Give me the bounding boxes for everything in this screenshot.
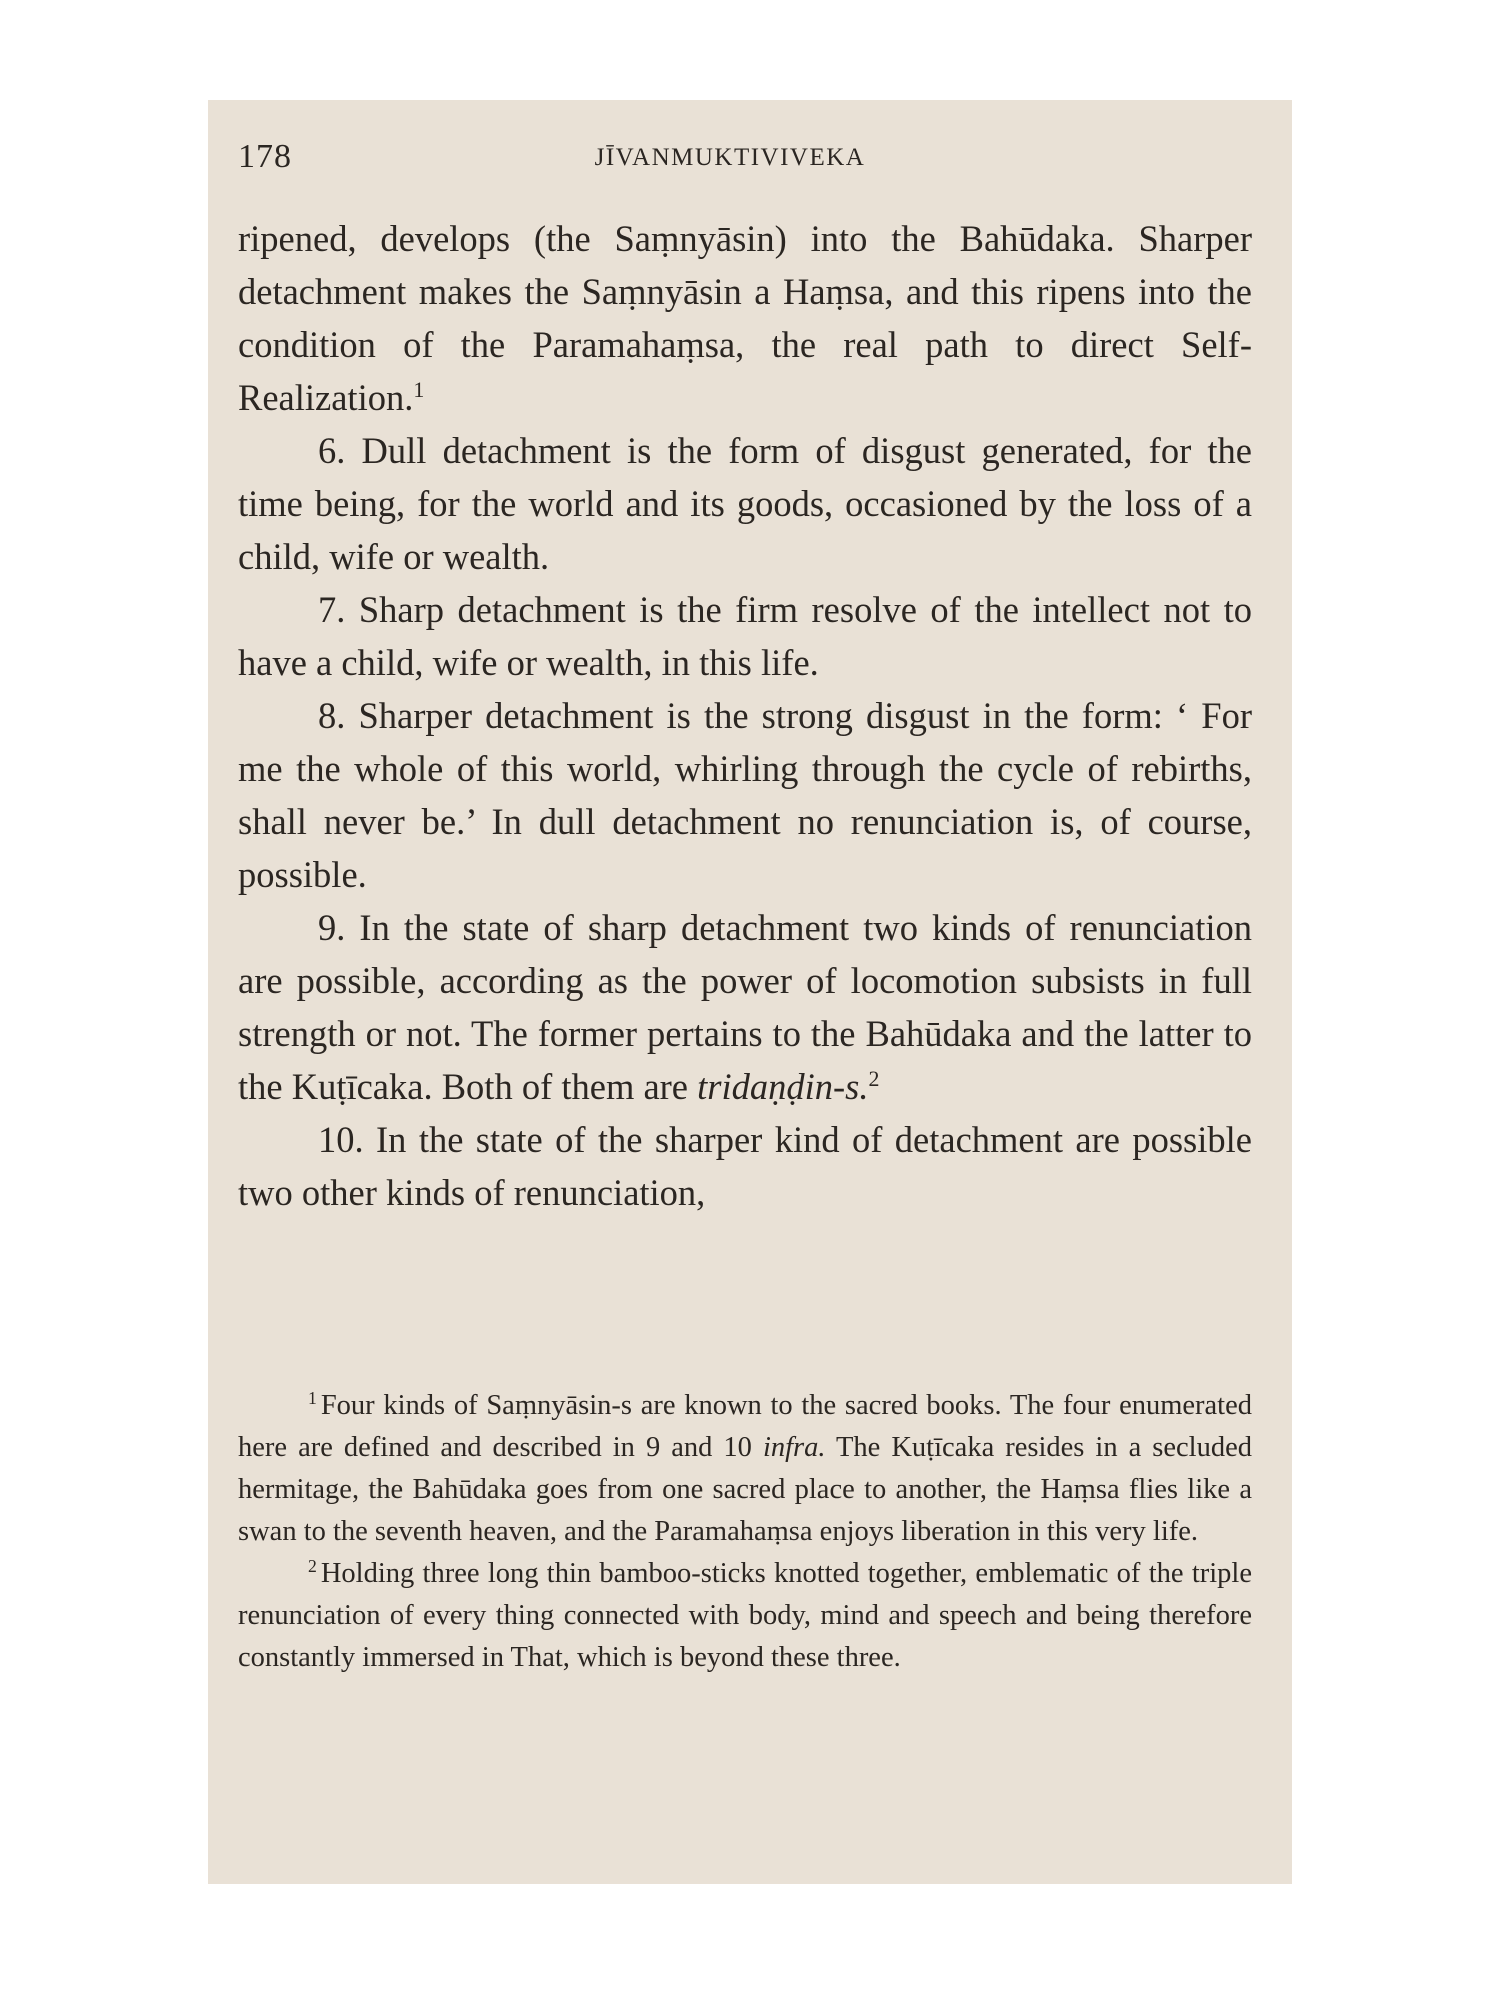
footnote-text: Holding three long thin bamboo-sticks knotted together, emblematic of the triple renunciation of every thing connected with body, mind and speech and being therefore constantly immersed in That, which is beyond these three. xyxy=(238,1558,1252,1673)
running-title: JĪVANMUKTIVIVEKA xyxy=(594,144,866,171)
running-head xyxy=(238,138,1252,178)
page-number: 178 xyxy=(238,138,292,175)
paragraph-text: ripened, develops (the Saṃnyāsin) into the Bahūdaka. Sharper detachment makes the Saṃnyāsin a Haṃsa, and this ripens into the condition of the Paramahaṃsa, the real path to direct Self-Realization. xyxy=(238,218,1252,418)
footnote-1 xyxy=(238,1385,1252,1553)
footnote-ref-1: 1 xyxy=(413,376,425,402)
body-text xyxy=(238,212,1252,1219)
footnote-mark: 2 xyxy=(308,1555,317,1576)
footnote-ref-2: 2 xyxy=(868,1065,880,1091)
footnote-text: The Kuṭīcaka resides in a secluded hermitage, the Bahūdaka goes from one sacred place to another, the Haṃsa flies like a swan to the seventh heaven, and the Paramahaṃsa enjoys liberation in this very life. xyxy=(238,1432,1252,1547)
footnote-2 xyxy=(238,1553,1252,1679)
footnote-text: Four kinds of Saṃnyāsin-s are known to the sacred books. The four enumerated here are defined and described in 9 and 10 xyxy=(238,1390,1252,1463)
paragraph-6: 6. Dull detachment is the form of disgust generated, for the time being, for the world and its goods, occasioned by the loss of a child, wife or wealth. xyxy=(238,430,1252,577)
footnote-mark: 1 xyxy=(308,1387,317,1408)
paragraph-text: 9. In the state of sharp detachment two kinds of renunciation are possible, according as the power of locomotion subsists in full strength or not. The former pertains to the Bahūdaka and the latter to the Kuṭīcaka. Both of them are xyxy=(238,907,1252,1107)
paragraph-continued xyxy=(238,212,1252,424)
italic-term: infra. xyxy=(762,1432,826,1463)
paragraph-9 xyxy=(238,901,1252,1113)
paragraph-10: 10. In the state of the sharper kind of detachment are possible two other kinds of renunciation, xyxy=(238,1119,1252,1213)
book-page xyxy=(208,100,1292,1884)
footnotes xyxy=(238,1385,1252,1679)
italic-term: tridaṇḍin-s. xyxy=(697,1066,869,1107)
paragraph-7: 7. Sharp detachment is the firm resolve of the intellect not to have a child, wife or wealth, in this life. xyxy=(238,589,1252,683)
paragraph-8: 8. Sharper detachment is the strong disgust in the form: ‘ For me the whole of this world, whirling through the cycle of rebirths, shall never be.’ In dull detachment no renunciation is, of course, possible. xyxy=(238,695,1252,895)
